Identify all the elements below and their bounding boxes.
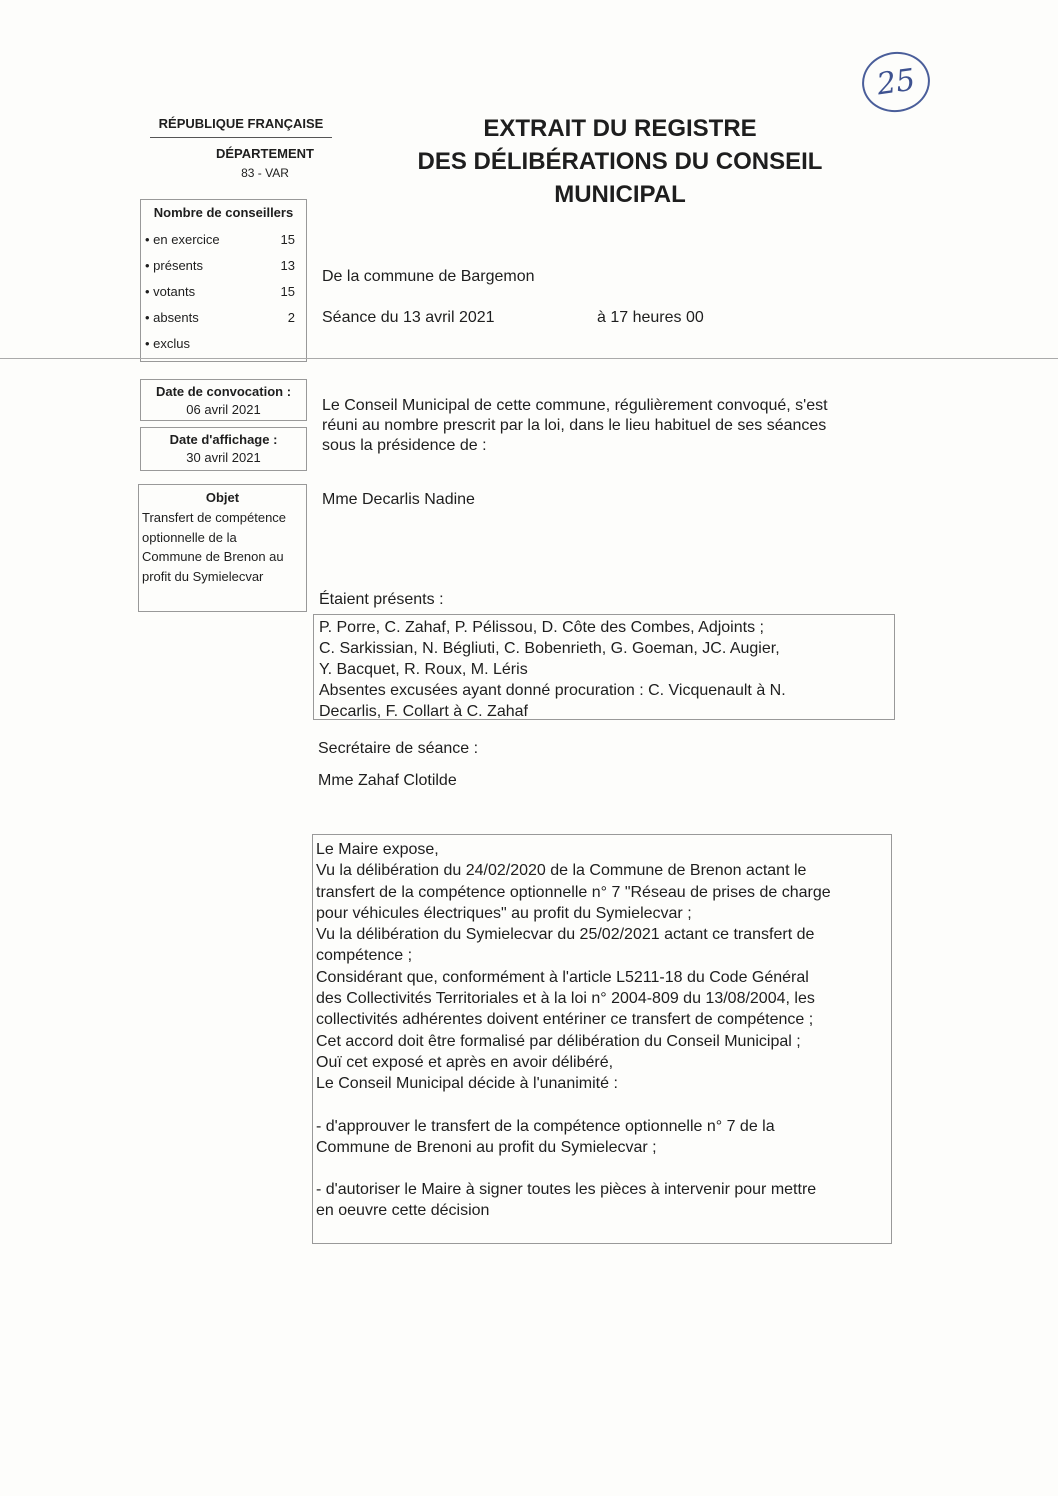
seance-heure: à 17 heures 00 — [597, 309, 704, 326]
date-convocation-box — [140, 379, 307, 421]
objet-box — [138, 484, 307, 612]
seance-date: Séance du 13 avril 2021 — [322, 309, 495, 326]
row-value: 15 — [280, 232, 295, 247]
presents-box — [313, 614, 895, 720]
conseillers-row-exclus — [145, 336, 295, 351]
expose-line: des Collectivités Territoriales et à la loi n° 2004-809 du 13/08/2004, les — [316, 990, 815, 1008]
intro-line: sous la présidence de : — [322, 437, 487, 454]
procuration-line: Decarlis, F. Collart à C. Zahaf — [319, 703, 528, 720]
expose-line: compétence ; — [316, 947, 413, 965]
intro-line: réuni au nombre prescrit par la loi, dans le lieu habituel de ses séances — [322, 417, 827, 434]
republique-label: RÉPUBLIQUE FRANÇAISE — [158, 116, 324, 131]
presents-label: Étaient présents : — [319, 591, 444, 608]
date-affichage-box — [140, 427, 307, 471]
conseillers-box — [140, 199, 307, 362]
conseillers-row-votants — [145, 284, 295, 299]
page-number-mark: 25 — [858, 48, 934, 117]
paragraph-gap — [316, 1095, 891, 1116]
expose-line: collectivités adhérentes doivent entériner ce transfert de compétence ; — [316, 1011, 814, 1029]
conseillers-row-presents — [145, 258, 295, 273]
row-value: 15 — [280, 284, 295, 299]
objet-line: optionnelle de la — [142, 529, 237, 545]
row-label: • votants — [145, 284, 196, 299]
expose-box — [312, 834, 892, 1244]
commune-line: De la commune de Bargemon — [322, 268, 535, 285]
expose-line: Vu la délibération du 24/02/2020 de la Commune de Brenon actant le — [316, 862, 807, 880]
conseillers-row-absents — [145, 310, 295, 325]
title-line-2: DES DÉLIBÉRATIONS DU CONSEIL — [417, 148, 823, 175]
expose-line: Le Conseil Municipal décide à l'unanimité : — [316, 1075, 618, 1093]
decision-approve-line: - d'approuver le transfert de la compétence optionnelle n° 7 de la — [316, 1117, 775, 1135]
expose-line: transfert de la compétence optionnelle n° 7 "Réseau de prises de charge — [316, 883, 831, 901]
presents-line: Y. Bacquet, R. Roux, M. Léris — [319, 661, 528, 678]
departement-label: DÉPARTEMENT — [216, 146, 314, 161]
expose-line: Le Maire expose, — [316, 841, 439, 858]
expose-line: Ouï cet exposé et après en avoir délibéré, — [316, 1053, 614, 1071]
expose-text — [316, 839, 891, 1222]
presents-line: C. Sarkissian, N. Bégliuti, C. Bobenrieth, G. Goeman, JC. Augier, — [319, 640, 780, 657]
objet-text — [142, 508, 306, 586]
document-title — [380, 112, 860, 211]
date-convocation-value: 06 avril 2021 — [186, 402, 261, 417]
objet-line: Transfert de compétence — [142, 510, 287, 525]
republique-underline — [150, 137, 332, 138]
row-label: • exclus — [145, 336, 191, 351]
intro-paragraph — [322, 396, 882, 456]
title-line-3: MUNICIPAL — [554, 181, 686, 208]
objet-line: Commune de Brenon au — [142, 549, 284, 564]
departement-code: 83 - VAR — [241, 166, 289, 180]
presents-list — [319, 617, 894, 722]
row-value: 13 — [280, 258, 295, 273]
row-label: • absents — [145, 310, 199, 325]
row-label: • en exercice — [145, 232, 220, 247]
expose-line: Vu la délibération du Symielecvar du 25/02/2021 actant ce transfert de — [316, 926, 815, 944]
decision-authorize-line: en oeuvre cette décision — [316, 1202, 490, 1220]
secretaire-label: Secrétaire de séance : — [318, 740, 479, 757]
paragraph-gap — [316, 1158, 891, 1179]
title-line-1: EXTRAIT DU REGISTRE — [483, 115, 757, 142]
objet-line: profit du Symielecvar — [142, 568, 264, 584]
presents-line: P. Porre, C. Zahaf, P. Pélissou, D. Côte des Combes, Adjoints ; — [319, 619, 764, 636]
conseillers-title: Nombre de conseillers — [153, 205, 294, 220]
decision-authorize-line: - d'autoriser le Maire à signer toutes les pièces à intervenir pour mettre — [316, 1181, 817, 1199]
date-affichage-value: 30 avril 2021 — [186, 450, 261, 465]
secretaire-name: Mme Zahaf Clotilde — [318, 772, 457, 789]
expose-line: pour véhicules électriques" au profit du Symielecvar ; — [316, 904, 692, 922]
decision-approve-line: Commune de Brenoni au profit du Symielecvar ; — [316, 1138, 657, 1156]
objet-label: Objet — [205, 490, 240, 505]
procuration-line: Absentes excusées ayant donné procuration : C. Vicquenault à N. — [319, 682, 786, 699]
date-convocation-label: Date de convocation : — [155, 384, 292, 399]
expose-line: Cet accord doit être formalisé par délibération du Conseil Municipal ; — [316, 1032, 801, 1050]
expose-line: Considérant que, conformément à l'article L5211-18 du Code Général — [316, 968, 809, 986]
row-value: 2 — [287, 310, 295, 325]
intro-line: Le Conseil Municipal de cette commune, régulièrement convoqué, s'est — [322, 397, 828, 414]
president-name: Mme Decarlis Nadine — [322, 491, 475, 508]
conseillers-row-en-exercice — [145, 232, 295, 247]
date-affichage-label: Date d'affichage : — [169, 432, 278, 447]
row-label: • présents — [145, 258, 204, 273]
section-divider — [0, 358, 1058, 359]
